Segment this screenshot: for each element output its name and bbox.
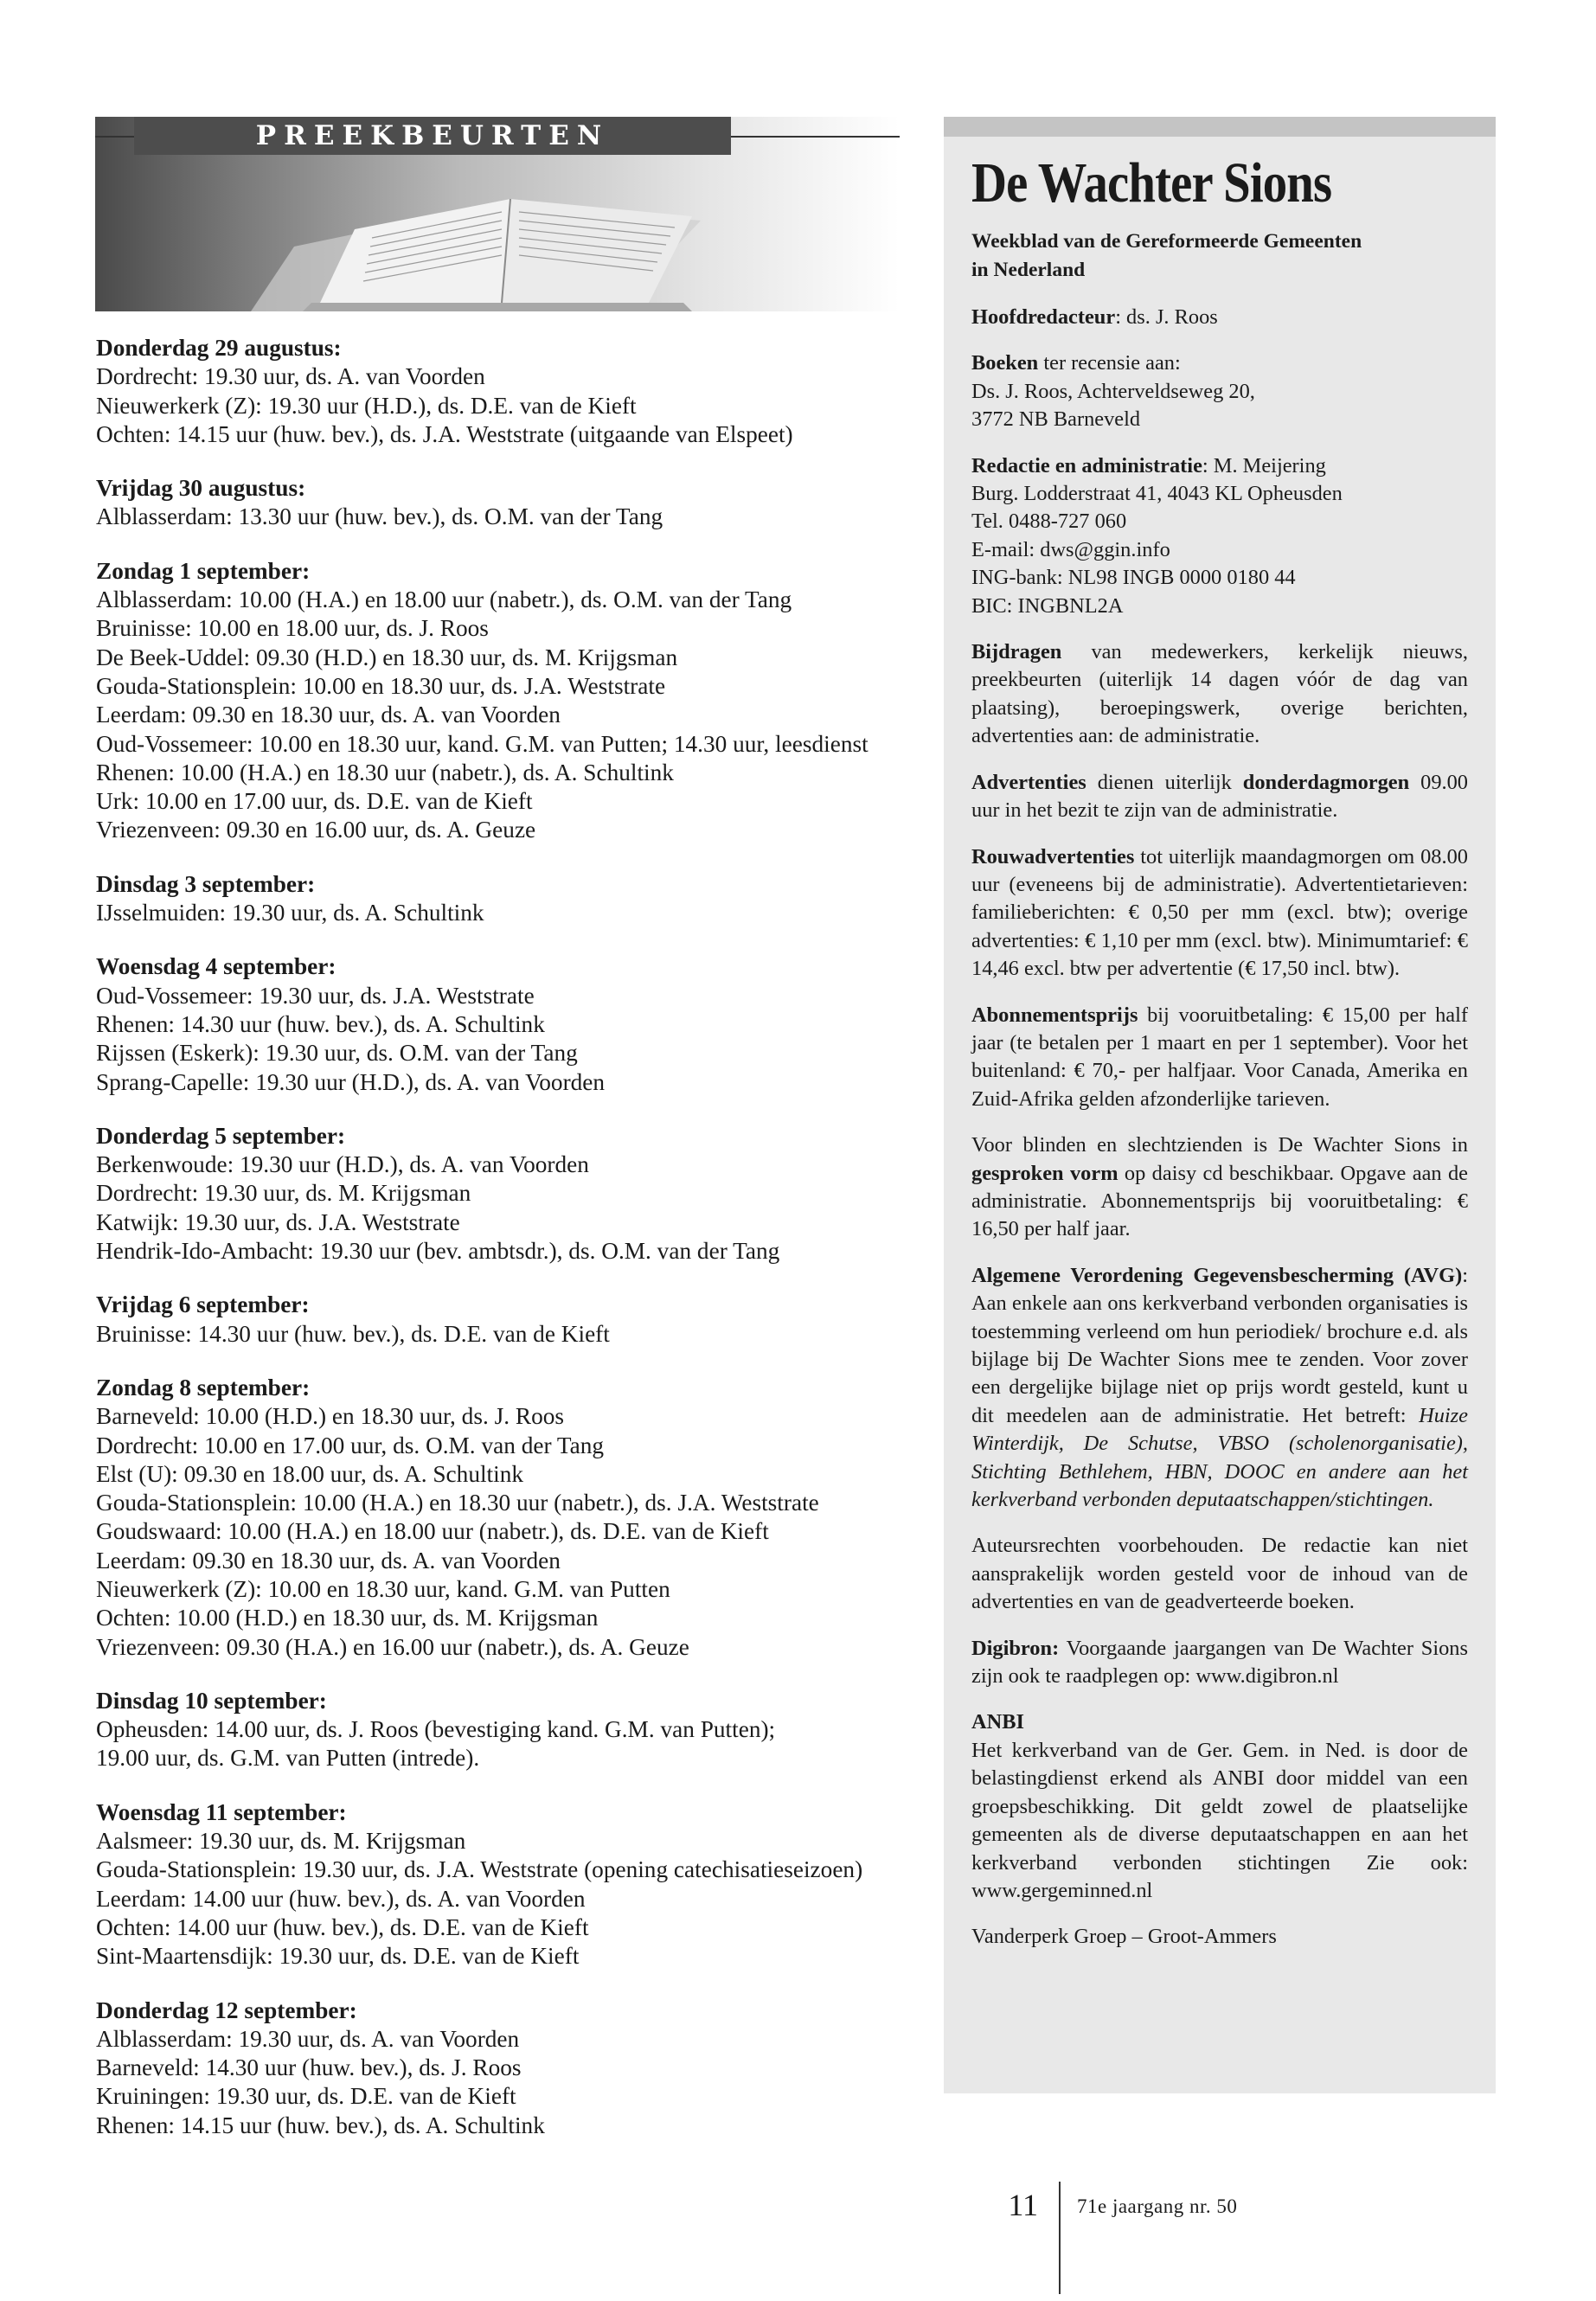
- advertisements-info: Advertenties dienen uiterlijk donderdagmorgen 09.00 uur in het bezit te zijn van de administratie.: [971, 770, 1469, 823]
- service-line: Rijssen (Eskerk): 19.30 uur, ds. O.M. van der Tang: [96, 1040, 578, 1067]
- service-line: Oud-Vossemeer: 19.30 uur, ds. J.A. Weststrate: [96, 982, 535, 1009]
- day-block: [96, 334, 926, 449]
- contributions-info: Bijdragen van medewerkers, kerkelijk nieuws, preekbeurten (uiterlijk 14 dagen vóór de dag van plaatsing), beroepingswerk, overige berichten, advertenties aan: de administratie.: [971, 640, 1468, 748]
- service-line: Vriezenveen: 09.30 en 16.00 uur, ds. A. Geuze: [96, 817, 536, 843]
- service-line: Nieuwerkerk (Z): 10.00 en 18.30 uur, kand. G.M. van Putten: [96, 1575, 670, 1602]
- service-lines: [96, 1320, 926, 1349]
- copyright-notice: Auteursrechten voorbehouden. De redactie kan niet aansprakelijk worden gesteld voor de inhoud van de advertenties en van de geadverteerde boeken.: [971, 1534, 1468, 1614]
- service-line: Ochten: 14.00 uur (huw. bev.), ds. D.E. van de Kieft: [96, 1913, 589, 1940]
- day-block: [96, 870, 926, 928]
- service-lines: [96, 586, 926, 845]
- service-line: Vriezenveen: 09.30 (H.A.) en 16.00 uur (nabetr.), ds. A. Geuze: [96, 1633, 689, 1660]
- service-line: Rhenen: 14.30 uur (huw. bev.), ds. A. Schultink: [96, 1010, 545, 1037]
- day-heading: Donderdag 5 september:: [96, 1122, 346, 1149]
- service-lines: [96, 899, 926, 927]
- service-line: Urk: 10.00 en 17.00 uur, ds. D.E. van de Kieft: [96, 788, 533, 815]
- printer-info: Vanderperk Groep – Groot-Ammers: [971, 1925, 1277, 1949]
- colophon-box: [944, 117, 1496, 2093]
- day-block: [96, 1687, 926, 1773]
- service-line: Sprang-Capelle: 19.30 uur (H.D.), ds. A. van Voorden: [96, 1068, 606, 1095]
- day-heading: Woensdag 11 september:: [96, 1798, 347, 1825]
- day-block: [96, 474, 926, 532]
- day-heading: Donderdag 29 augustus:: [96, 335, 342, 361]
- service-line: 19.00 uur, ds. G.M. van Putten (intrede).: [96, 1745, 480, 1772]
- service-line: IJsselmuiden: 19.30 uur, ds. A. Schultink: [96, 900, 484, 926]
- service-line: Dordrecht: 19.30 uur, ds. A. van Voorden: [96, 363, 485, 390]
- day-block: [96, 1374, 926, 1662]
- service-line: Sint-Maartensdijk: 19.30 uur, ds. D.E. van de Kieft: [96, 1943, 580, 1970]
- service-lines: [96, 503, 926, 531]
- service-line: Alblasserdam: 19.30 uur, ds. A. van Voorden: [96, 2025, 520, 2052]
- service-listings: [96, 334, 926, 2165]
- day-heading: Zondag 1 september:: [96, 557, 311, 584]
- editor-info: Hoofdredacteur: ds. J. Roos: [971, 305, 1218, 329]
- page-number: 11: [1008, 2188, 1038, 2222]
- service-line: Elst (U): 09.30 en 18.00 uur, ds. A. Schultink: [96, 1460, 524, 1487]
- service-line: Leerdam: 09.30 en 18.30 uur, ds. A. van Voorden: [96, 1547, 561, 1574]
- service-line: Katwijk: 19.30 uur, ds. J.A. Weststrate: [96, 1208, 460, 1235]
- day-block: [96, 1291, 926, 1349]
- service-lines: [96, 1715, 926, 1773]
- service-lines: [96, 1402, 926, 1662]
- administration-info: Redactie en administratie: M. Meijering Burg. Lodderstraat 41, 4043 KL Opheusden Tel. 0488-727 060 E-mail: dws@ggin.info ING-bank: NL98 INGB 0000 0180 44 BIC: INGBNL2A: [971, 452, 1468, 620]
- service-line: Dordrecht: 19.30 uur, ds. M. Krijgsman: [96, 1180, 471, 1207]
- service-line: Rhenen: 14.15 uur (huw. bev.), ds. A. Schultink: [96, 2112, 545, 2138]
- service-lines: [96, 1150, 926, 1266]
- service-lines: [96, 2025, 926, 2140]
- colophon-top-bar: [944, 117, 1496, 137]
- day-heading: Vrijdag 30 augustus:: [96, 475, 306, 502]
- day-heading: Zondag 8 september:: [96, 1374, 311, 1400]
- audio-edition-info: Voor blinden en slechtzienden is De Wachter Sions in gesproken vorm op daisy cd beschikbaar. Opgave aan de administratie. Abonnementsprijs bij vooruitbetaling: € 16,50 per half jaar.: [971, 1133, 1468, 1241]
- service-line: Hendrik-Ido-Ambacht: 19.30 uur (bev. ambtsdr.), ds. O.M. van der Tang: [96, 1238, 780, 1265]
- day-block: [96, 952, 926, 1096]
- service-line: Goudswaard: 10.00 (H.A.) en 18.00 uur (nabetr.), ds. D.E. van de Kieft: [96, 1518, 769, 1545]
- service-line: Aalsmeer: 19.30 uur, ds. M. Krijgsman: [96, 1828, 466, 1855]
- day-block: [96, 1122, 926, 1266]
- service-line: Barneveld: 14.30 uur (huw. bev.), ds. J. Roos: [96, 2054, 522, 2081]
- service-line: Barneveld: 10.00 (H.D.) en 18.30 uur, ds. J. Roos: [96, 1403, 564, 1430]
- service-line: Gouda-Stationsplein: 19.30 uur, ds. J.A. Weststrate (opening catechisatieseizoen): [96, 1856, 863, 1883]
- day-block: [96, 1997, 926, 2140]
- volume-info: 71e jaargang nr. 50: [1077, 2195, 1238, 2217]
- service-lines: [96, 1827, 926, 1971]
- service-line: Ochten: 10.00 (H.D.) en 18.30 uur, ds. M. Krijgsman: [96, 1605, 599, 1631]
- service-line: Dordrecht: 10.00 en 17.00 uur, ds. O.M. van der Tang: [96, 1432, 605, 1458]
- service-line: Gouda-Stationsplein: 10.00 en 18.30 uur, ds. J.A. Weststrate: [96, 672, 666, 699]
- service-line: Rhenen: 10.00 (H.A.) en 18.30 uur (nabetr.), ds. A. Schultink: [96, 759, 674, 785]
- digibron-info: Digibron: Voorgaande jaargangen van De Wachter Sions zijn ook te raadplegen op: www.digibron.nl: [971, 1636, 1468, 1689]
- service-line: Leerdam: 09.30 en 18.30 uur, ds. A. van Voorden: [96, 702, 561, 728]
- service-line: Alblasserdam: 10.00 (H.A.) en 18.00 uur (nabetr.), ds. O.M. van der Tang: [96, 586, 792, 613]
- day-block: [96, 557, 926, 845]
- service-line: Kruiningen: 19.30 uur, ds. D.E. van de Kieft: [96, 2083, 516, 2110]
- service-line: Nieuwerkerk (Z): 19.30 uur (H.D.), ds. D.E. van de Kieft: [96, 392, 637, 419]
- service-line: Opheusden: 14.00 uur, ds. J. Roos (bevestiging kand. G.M. van Putten);: [96, 1716, 776, 1743]
- day-heading: Vrijdag 6 september:: [96, 1292, 310, 1318]
- books-info: Boeken ter recensie aan: Ds. J. Roos, Achterveldseweg 20, 3772 NB Barneveld: [971, 351, 1255, 432]
- magazine-subtitle: Weekblad van de Gereformeerde Gemeenten in Nederland: [971, 230, 1362, 281]
- service-line: Alblasserdam: 13.30 uur (huw. bev.), ds. O.M. van der Tang: [96, 503, 663, 530]
- day-block: [96, 1798, 926, 1971]
- subscription-info: Abonnementsprijs bij vooruitbetaling: € 15,00 per half jaar (te betalen per 1 maart en per 1 september). Voor het buitenland: € 70,- per halfjaar. Voor Canada, Amerika en Zuid-Afrika gelden afzonderlijke tarieven.: [971, 1003, 1468, 1111]
- service-line: De Beek-Uddel: 09.30 (H.D.) en 18.30 uur, ds. M. Krijgsman: [96, 644, 678, 670]
- service-line: Bruinisse: 14.30 uur (huw. bev.), ds. D.E. van de Kieft: [96, 1320, 610, 1347]
- email-address: E-mail: dws@ggin.info: [971, 537, 1170, 561]
- service-line: Bruinisse: 10.00 en 18.00 uur, ds. J. Roos: [96, 615, 489, 642]
- day-heading: Woensdag 4 september:: [96, 953, 337, 980]
- day-heading: Donderdag 12 september:: [96, 1997, 357, 2023]
- service-lines: [96, 362, 926, 449]
- anbi-info: ANBI Het kerkverband van de Ger. Gem. in Ned. is door de belastingdienst erkend als ANBI door middel van een groepsbeschikking. Dit geldt zowel de plaatselijke gemeenten als de diverse deputaatschappen en aan het kerkverband verbonden stichtingen Zie ook: www.gergeminned.nl: [971, 1710, 1468, 1902]
- service-line: Gouda-Stationsplein: 10.00 (H.A.) en 18.30 uur (nabetr.), ds. J.A. Weststrate: [96, 1490, 819, 1516]
- service-line: Ochten: 14.15 uur (huw. bev.), ds. J.A. Weststrate (uitgaande van Elspeet): [96, 420, 793, 447]
- magazine-title: De Wachter Sions: [971, 151, 1332, 215]
- footer-divider: [1059, 2182, 1061, 2294]
- gdpr-info: Algemene Verordening Gegevensbescherming (AVG): Aan enkele aan ons kerkverband verbonden organisaties is toestemming verleend om hun periodiek/ brochure e.d. als bijlage bij De Wachter Sions mee te zenden. Voor zover een dergelijke bijlage niet op prijs wordt gesteld, kunt u dit meedelen aan de administratie. Het betreft: Huize Winterdijk, De Schutse, VBSO (scholenorganisatie), Stichting Bethlehem, HBN, DOOC en andere aan het kerkverband verbonden deputaatschappen/stichtingen.: [971, 1263, 1468, 1512]
- section-title: PREEKBEURTEN: [134, 117, 731, 155]
- day-heading: Dinsdag 10 september:: [96, 1687, 327, 1714]
- service-lines: [96, 982, 926, 1097]
- service-line: Berkenwoude: 19.30 uur (H.D.), ds. A. van Voorden: [96, 1151, 589, 1178]
- service-line: Oud-Vossemeer: 10.00 en 18.30 uur, kand. G.M. van Putten; 14.30 uur, leesdienst: [96, 730, 869, 757]
- mourning-ads-info: Rouwadvertenties tot uiterlijk maandagmorgen om 08.00 uur (eveneens bij de administratie). Advertentietarieven: familieberichten: € 0,50 per mm (excl. btw); overige advertenties: € 1,10 per mm (excl. btw). Minimumtarief: € 14,46 excl. btw per advertentie (€ 17,50 incl. btw).: [971, 844, 1468, 981]
- day-heading: Dinsdag 3 september:: [96, 870, 316, 897]
- service-line: Leerdam: 14.00 uur (huw. bev.), ds. A. van Voorden: [96, 1885, 586, 1912]
